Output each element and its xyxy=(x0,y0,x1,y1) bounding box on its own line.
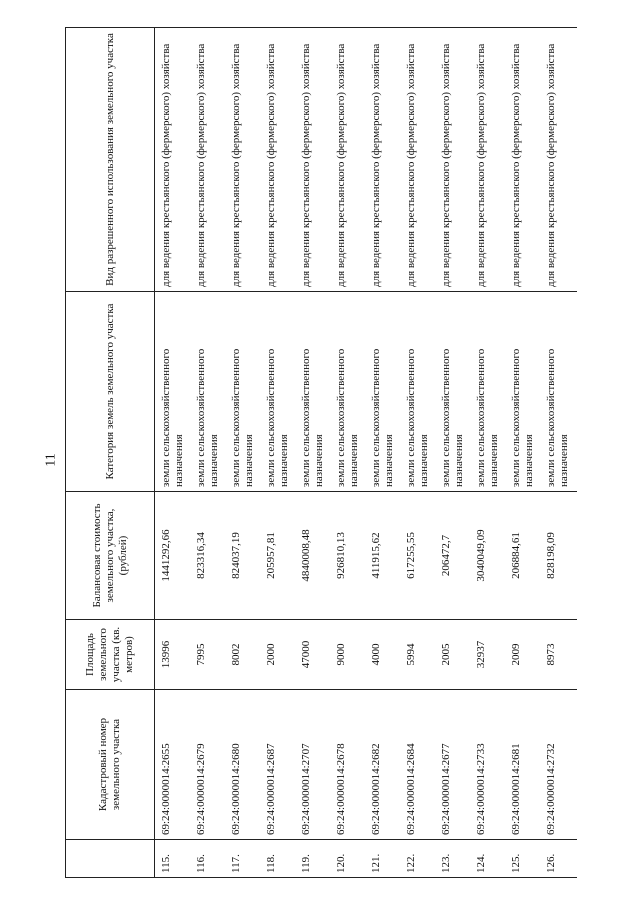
area-value: 32937 xyxy=(470,620,505,690)
permitted-use: для ведения крестьянского (фермерского) хозяйства xyxy=(190,28,225,292)
land-category: земли сельскохозяйственного назначения xyxy=(505,292,540,492)
cadastral-number: 69:24:0000014:2684 xyxy=(400,690,435,840)
table-row xyxy=(225,28,260,878)
row-index: 125. xyxy=(505,840,540,878)
header-land-category: Категория земель земельного участка xyxy=(66,292,155,492)
permitted-use: для ведения крестьянского (фермерского) хозяйства xyxy=(540,28,577,292)
balance-cost: 205957,81 xyxy=(260,492,295,620)
balance-cost: 206472,7 xyxy=(435,492,470,620)
area-value: 8002 xyxy=(225,620,260,690)
area-value: 2000 xyxy=(260,620,295,690)
land-category: земли сельскохозяйственного назначения xyxy=(260,292,295,492)
row-index: 115. xyxy=(155,840,191,878)
area-value: 9000 xyxy=(330,620,365,690)
permitted-use: для ведения крестьянского (фермерского) хозяйства xyxy=(155,28,191,292)
area-value: 7995 xyxy=(190,620,225,690)
row-index: 116. xyxy=(190,840,225,878)
row-index: 124. xyxy=(470,840,505,878)
balance-cost: 823316,34 xyxy=(190,492,225,620)
cadastral-number: 69:24:0000014:2680 xyxy=(225,690,260,840)
header-balance-cost: Балансовая стоимость земельного участка, (рублей) xyxy=(66,492,155,620)
row-index: 121. xyxy=(365,840,400,878)
area-value: 47000 xyxy=(295,620,330,690)
table-header-row xyxy=(66,28,155,878)
permitted-use: для ведения крестьянского (фермерского) хозяйства xyxy=(225,28,260,292)
permitted-use: для ведения крестьянского (фермерского) хозяйства xyxy=(470,28,505,292)
land-category: земли сельскохозяйственного назначения xyxy=(155,292,191,492)
balance-cost: 411915,62 xyxy=(365,492,400,620)
row-index: 120. xyxy=(330,840,365,878)
table-row xyxy=(190,28,225,878)
land-category: земли сельскохозяйственного назначения xyxy=(330,292,365,492)
permitted-use: для ведения крестьянского (фермерского) хозяйства xyxy=(435,28,470,292)
land-category: земли сельскохозяйственного назначения xyxy=(540,292,577,492)
page-number: 11 xyxy=(43,453,59,467)
land-plots-table xyxy=(65,27,577,878)
table-row xyxy=(540,28,577,878)
area-value: 2005 xyxy=(435,620,470,690)
header-permitted-use: Вид разрешенного использования земельного участка xyxy=(66,28,155,292)
row-index: 119. xyxy=(295,840,330,878)
permitted-use: для ведения крестьянского (фермерского) хозяйства xyxy=(295,28,330,292)
cadastral-number: 69:24:0000014:2732 xyxy=(540,690,577,840)
permitted-use: для ведения крестьянского (фермерского) хозяйства xyxy=(260,28,295,292)
row-index: 118. xyxy=(260,840,295,878)
permitted-use: для ведения крестьянского (фермерского) хозяйства xyxy=(400,28,435,292)
row-index: 126. xyxy=(540,840,577,878)
cadastral-number: 69:24:0000014:2707 xyxy=(295,690,330,840)
permitted-use: для ведения крестьянского (фермерского) хозяйства xyxy=(365,28,400,292)
balance-cost: 926810,13 xyxy=(330,492,365,620)
table-row xyxy=(295,28,330,878)
balance-cost: 828198,09 xyxy=(540,492,577,620)
table-row xyxy=(260,28,295,878)
cadastral-number: 69:24:0000014:2655 xyxy=(155,690,191,840)
balance-cost: 1441292,66 xyxy=(155,492,191,620)
table-row xyxy=(505,28,540,878)
cadastral-number: 69:24:0000014:2687 xyxy=(260,690,295,840)
land-category: земли сельскохозяйственного назначения xyxy=(295,292,330,492)
table-row xyxy=(330,28,365,878)
permitted-use: для ведения крестьянского (фермерского) хозяйства xyxy=(330,28,365,292)
cadastral-number: 69:24:0000014:2678 xyxy=(330,690,365,840)
cadastral-number: 69:24:0000014:2682 xyxy=(365,690,400,840)
row-index: 122. xyxy=(400,840,435,878)
table-row xyxy=(365,28,400,878)
cadastral-number: 69:24:0000014:2733 xyxy=(470,690,505,840)
land-category: земли сельскохозяйственного назначения xyxy=(225,292,260,492)
area-value: 4000 xyxy=(365,620,400,690)
cadastral-number: 69:24:0000014:2677 xyxy=(435,690,470,840)
cadastral-number: 69:24:0000014:2681 xyxy=(505,690,540,840)
balance-cost: 206884,61 xyxy=(505,492,540,620)
area-value: 5994 xyxy=(400,620,435,690)
land-category: земли сельскохозяйственного назначения xyxy=(470,292,505,492)
row-index: 117. xyxy=(225,840,260,878)
header-index xyxy=(66,840,155,878)
balance-cost: 617255,55 xyxy=(400,492,435,620)
table-row xyxy=(155,28,191,878)
land-category: земли сельскохозяйственного назначения xyxy=(190,292,225,492)
land-category: земли сельскохозяйственного назначения xyxy=(365,292,400,492)
permitted-use: для ведения крестьянского (фермерского) хозяйства xyxy=(505,28,540,292)
row-index: 123. xyxy=(435,840,470,878)
area-value: 8973 xyxy=(540,620,577,690)
area-value: 2009 xyxy=(505,620,540,690)
land-category: земли сельскохозяйственного назначения xyxy=(435,292,470,492)
land-category: земли сельскохозяйственного назначения xyxy=(400,292,435,492)
table-row xyxy=(400,28,435,878)
balance-cost: 824037,19 xyxy=(225,492,260,620)
header-cadastral-number: Кадастровый номер земельного участка xyxy=(66,690,155,840)
header-area: Площадь земельного участка (кв. метров) xyxy=(66,620,155,690)
table-row xyxy=(470,28,505,878)
cadastral-number: 69:24:0000014:2679 xyxy=(190,690,225,840)
balance-cost: 4840008,48 xyxy=(295,492,330,620)
table-row xyxy=(435,28,470,878)
rotated-table-block xyxy=(65,28,580,878)
balance-cost: 3040049,09 xyxy=(470,492,505,620)
area-value: 13996 xyxy=(155,620,191,690)
